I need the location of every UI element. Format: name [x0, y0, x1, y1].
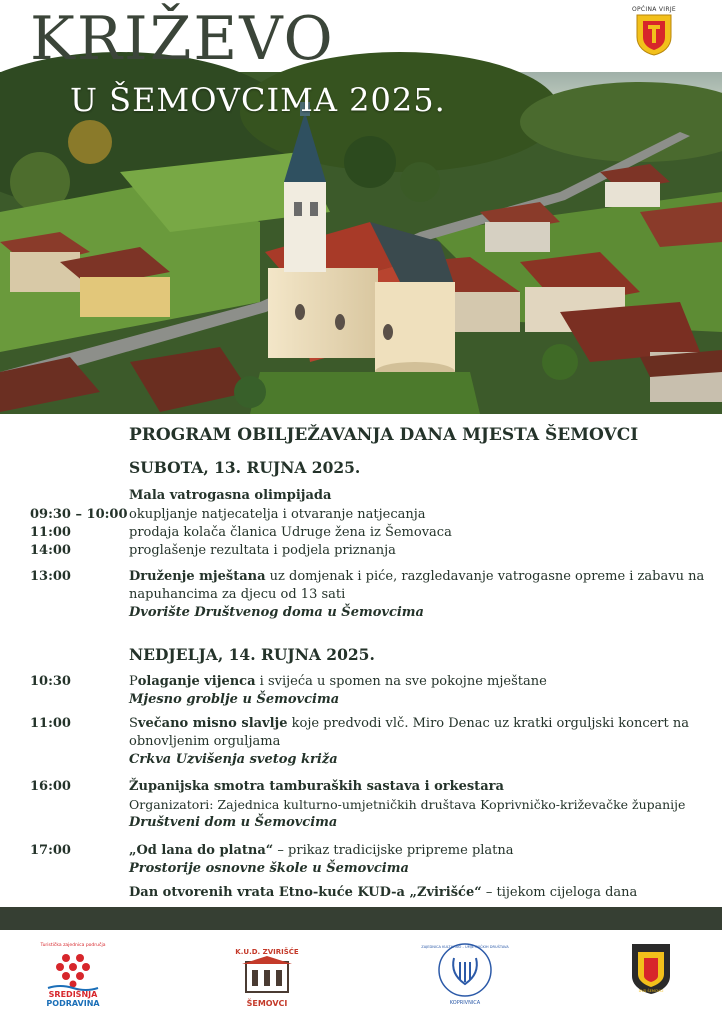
shield-icon [644, 958, 658, 982]
sun-event-4: „Od lana do platna“ – prikaz tradicijske pripreme platna [129, 843, 514, 858]
poster-title: KRIŽEVO [30, 4, 335, 74]
sun-time-3: 16:00 [30, 779, 71, 794]
svg-text:SREDIŠNJA: SREDIŠNJA [48, 990, 98, 999]
fire-brigade-logo [630, 942, 672, 996]
program-heading: PROGRAM OBILJEŽAVANJA DANA MJESTA ŠEMOVCI [129, 425, 639, 445]
svg-text:KOPRIVNICA: KOPRIVNICA [449, 1000, 481, 1006]
sat-time-1: 09:30 – 10:00 [30, 507, 128, 522]
sun-event-3-location: Društveni dom u Šemovcima [129, 815, 338, 830]
crest-caption: OPĆINA VIRJE [631, 6, 676, 13]
sun-event-2-cont: obnovljenim orguljama [129, 734, 281, 749]
sun-event-2-location: Crkva Uzvišenja svetog križa [129, 752, 338, 767]
sat-time-3: 14:00 [30, 543, 71, 558]
sat-event-4-location: Dvorište Društvenog doma u Šemovcima [129, 605, 424, 620]
sun-event-3-organizers: Organizatori: Zajednica kulturno-umjetničkih društava Koprivničko-križevačke županije [129, 797, 686, 812]
village-church-photo [0, 72, 722, 414]
svg-text:K.U.D. ZVIRIŠĆE: K.U.D. ZVIRIŠĆE [235, 948, 299, 956]
sat-event-4: Druženje mještana uz domjenak i piće, razgledavanje vatrogasne opreme i zabavu na [129, 569, 705, 584]
olympics-title: Mala vatrogasna olimpijada [129, 488, 332, 503]
sat-event-4-cont: napuhancima za djecu od 13 sati [129, 587, 346, 602]
sat-event-1: okupljanje natjecatelja i otvaranje natjecanja [129, 507, 426, 522]
sat-event-2: prodaja kolača članica Udruge žena iz Šemovaca [129, 525, 452, 540]
sun-event-2: Svečano misno slavlje koje predvodi vlč. Miro Denac uz kratki orguljski koncert na [129, 716, 689, 731]
footer-divider [0, 907, 722, 930]
saturday-heading: SUBOTA, 13. RUJNA 2025. [129, 458, 361, 477]
sun-time-4: 17:00 [30, 843, 71, 858]
shield-icon [635, 13, 673, 57]
sun-event-1-location: Mjesno groblje u Šemovcima [129, 692, 340, 707]
svg-text:DVD ŠEMOVCI: DVD ŠEMOVCI [638, 989, 664, 993]
sat-time-4: 13:00 [30, 569, 71, 584]
poster-subtitle: U ŠEMOVCIMA 2025. [70, 81, 446, 119]
logo1-arc-text: Turistička zajednica područja [40, 943, 106, 948]
heart-pattern-icon [56, 954, 90, 988]
sun-event-1: Polaganje vijenca i svijeća u spomen na sve pokojne mještane [129, 674, 547, 689]
sat-time-2: 11:00 [30, 525, 71, 540]
lyre-icon [453, 958, 477, 984]
sunday-heading: NEDJELJA, 14. RUJNA 2025. [129, 645, 375, 664]
sun-event-5: Dan otvorenih vrata Etno-kuće KUD-a „Zvirišće“ – tijekom cijeloga dana [129, 885, 638, 900]
svg-text:ŠEMOVCI: ŠEMOVCI [246, 999, 288, 1008]
svg-text:ZAJEDNICA KULTURNO - UMJETNIČK: ZAJEDNICA KULTURNO - UMJETNIČKIH DRUŠTAVA [421, 945, 509, 949]
municipality-crest [629, 6, 679, 61]
kud-zvirisce-logo [232, 944, 302, 1010]
svg-text:PODRAVINA: PODRAVINA [46, 999, 100, 1008]
tourist-board-logo [40, 938, 106, 1008]
sun-event-3: Županijska smotra tamburaških sastava i orkestara [129, 779, 504, 794]
sun-time-2: 11:00 [30, 716, 71, 731]
sat-event-3: proglašenje rezultata i podjela priznanja [129, 543, 396, 558]
kud-community-logo [421, 940, 509, 1006]
sponsor-logos [0, 934, 722, 1024]
sun-event-4-location: Prostorije osnovne škole u Šemovcima [129, 861, 409, 876]
sun-time-1: 10:30 [30, 674, 71, 689]
